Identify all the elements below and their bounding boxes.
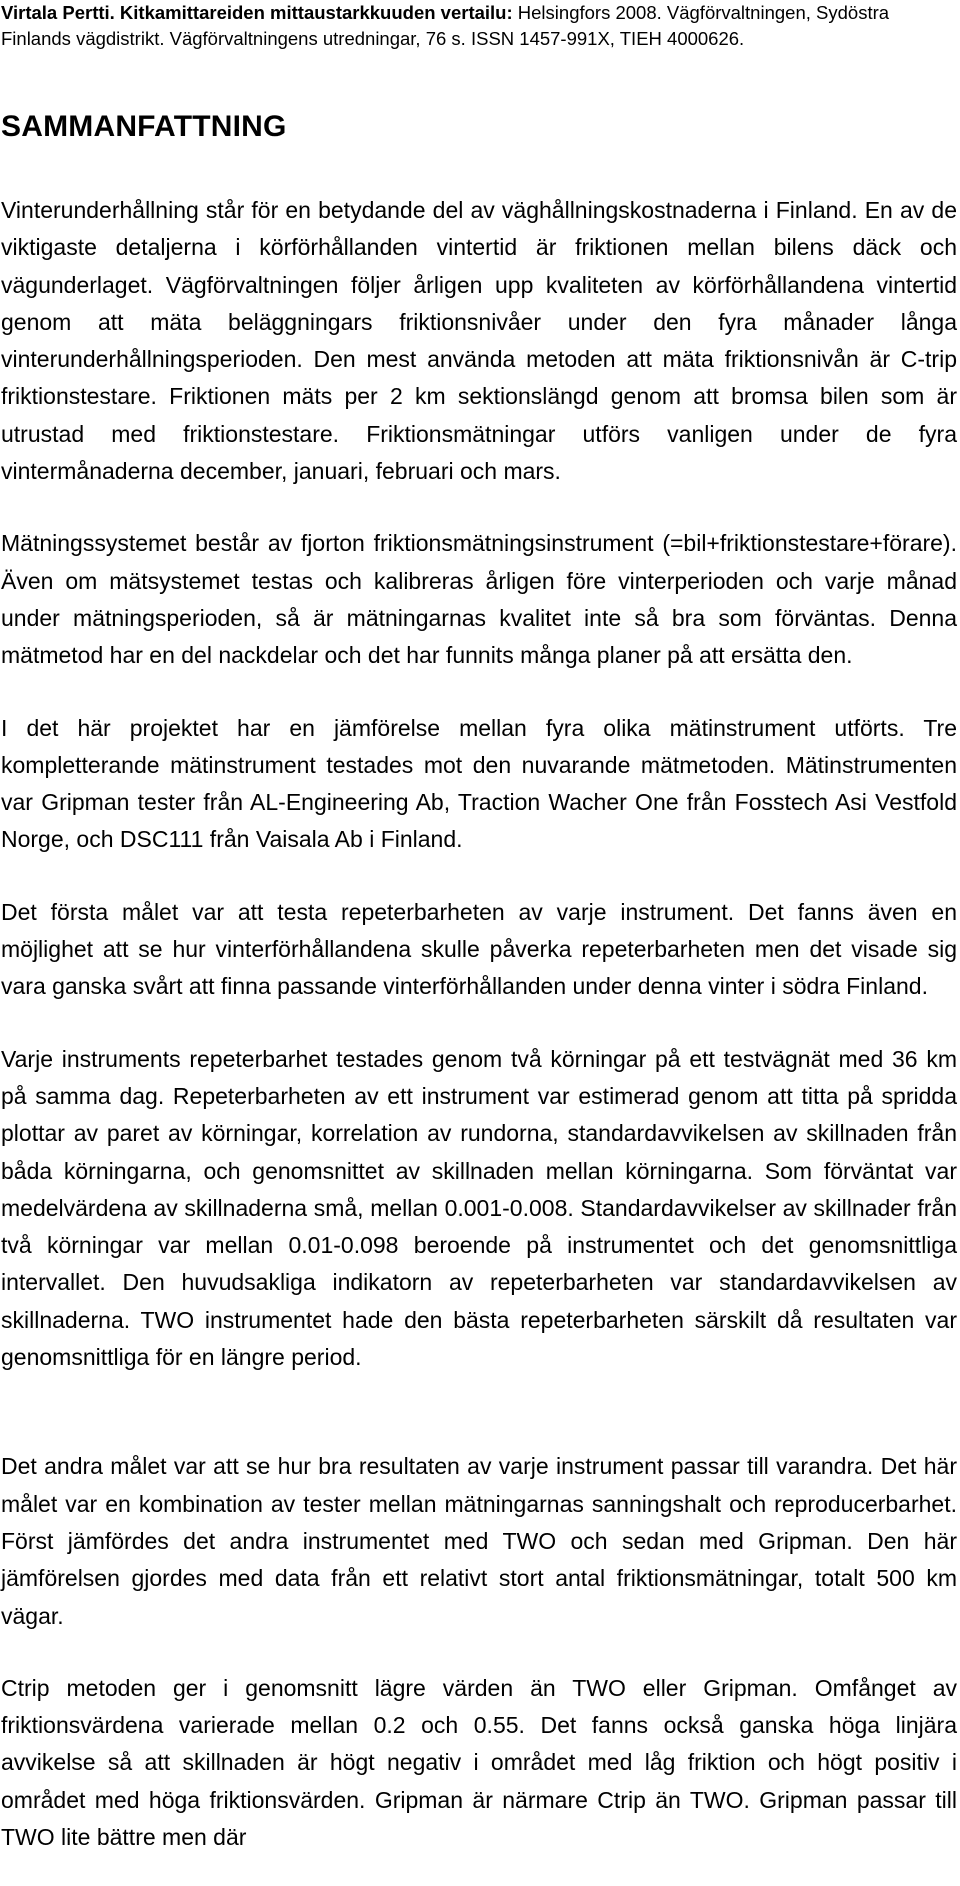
bibliographic-reference [1, 0, 957, 52]
paragraph-second-goal: Det andra målet var att se hur bra resultaten av varje instrument passar till varandra. Det här målet var en kombination av tester mellan mätningarnas sanningshalt och reproducerbarhet. Först jämfördes det andra instrumentet med TWO och sedan med Gripman. Den här jämförelsen gjordes med data från ett relativt stort antal friktionsmätningar, totalt 500 km vägar. [1, 1453, 957, 1629]
document-page [1, 0, 957, 1856]
paragraph-measurement-system: Mätningssystemet består av fjorton friktionsmätningsinstrument (=bil+friktionstestare+förare). Även om mätsystemet testas och kalibreras årligen före vinterperioden och varje månad under mätningsperioden, så är mätningarnas kvalitet inte så bra som förväntas. Denna mätmetod har en del nackdelar och det har funnits många planer på att ersätta den. [1, 530, 957, 669]
paragraph-repeatability: Varje instruments repeterbarhet testades genom två körningar på ett testvägnät med 36 km på samma dag. Repeterbarheten av ett instrument var estimerad genom att titta på spridda plottar av paret av körningar, korrelation av rundorna, standardavvikelsen av skillnaden från båda körningarna, och genomsnittet av skillnaden mellan körningarna. Som förväntat var medelvärdena av skillnaderna små, mellan 0.001-0.008. Standardavvikelser av skillnader från två körningar var mellan 0.01-0.098 beroende på instrumentet och det genomsnittliga intervallet. Den huvudsakliga indikatorn av repeterbarheten var standardavvikelsen av skillnaderna. TWO instrumentet hade den bästa repeterbarheten särskilt då resultaten var genomsnittliga för en längre period. [1, 1045, 957, 1371]
paragraph-project-comparison: I det här projektet har en jämförelse mellan fyra olika mätinstrument utförts. Tre kompletterande mätinstrument testades mot den nuvarande mätmetoden. Mätinstrumenten var Gripman tester från AL-Engineering Ab, Traction Wacher One från Fosstech Asi Vestfold Norge, och DSC111 från Vaisala Ab i Finland. [1, 714, 957, 853]
page-title: SAMMANFATTNING [1, 110, 287, 143]
paragraph-intro: Vinterunderhållning står för en betydande del av väghållningskostnaderna i Finland. En av de viktigaste detaljerna i körförhållanden vintertid är friktionen mellan bilens däck och vägunderlaget. Vägförvaltningen följer årligen upp kvaliteten av körförhållandena vintertid genom att mäta beläggningars friktionsnivåer under den fyra månader långa vinterunderhållningsperioden. Den mest använda metoden att mäta friktionsnivån är C-trip friktionstestare. Friktionen mäts per 2 km sektionslängd genom att bromsa bilen som är utrustad med friktionstestare. Friktionsmätningar utförs vanligen under de fyra vintermånaderna december, januari, februari och mars. [1, 197, 957, 485]
paragraph-ctrip-results: Ctrip metoden ger i genomsnitt lägre värden än TWO eller Gripman. Omfånget av friktionsvärdena varierade mellan 0.2 och 0.55. Det fanns också ganska höga linjära avvikelse så att skillnaden är högt negativ i området med låg friktion och högt positiv i området med höga friktionsvärden. Gripman är närmare Ctrip än TWO. Gripman passar till TWO lite bättre men där [1, 1674, 957, 1850]
paragraph-first-goal: Det första målet var att testa repeterbarheten av varje instrument. Det fanns även en möjlighet att se hur vinterförhållandena skulle påverka repeterbarheten men det visade sig vara ganska svårt att finna passande vinterförhållanden under denna vinter i södra Finland. [1, 898, 957, 1000]
reference-publication-details: Helsingfors 2008. Vägförvaltningen, Sydöstra Finlands vägdistrikt. Vägförvaltningens utredningar, 76 s. ISSN 1457-991X, TIEH 4000626. [1, 2, 890, 49]
reference-author-title: Virtala Pertti. Kitkamittareiden mittaustarkkuuden vertailu: [1, 2, 513, 23]
